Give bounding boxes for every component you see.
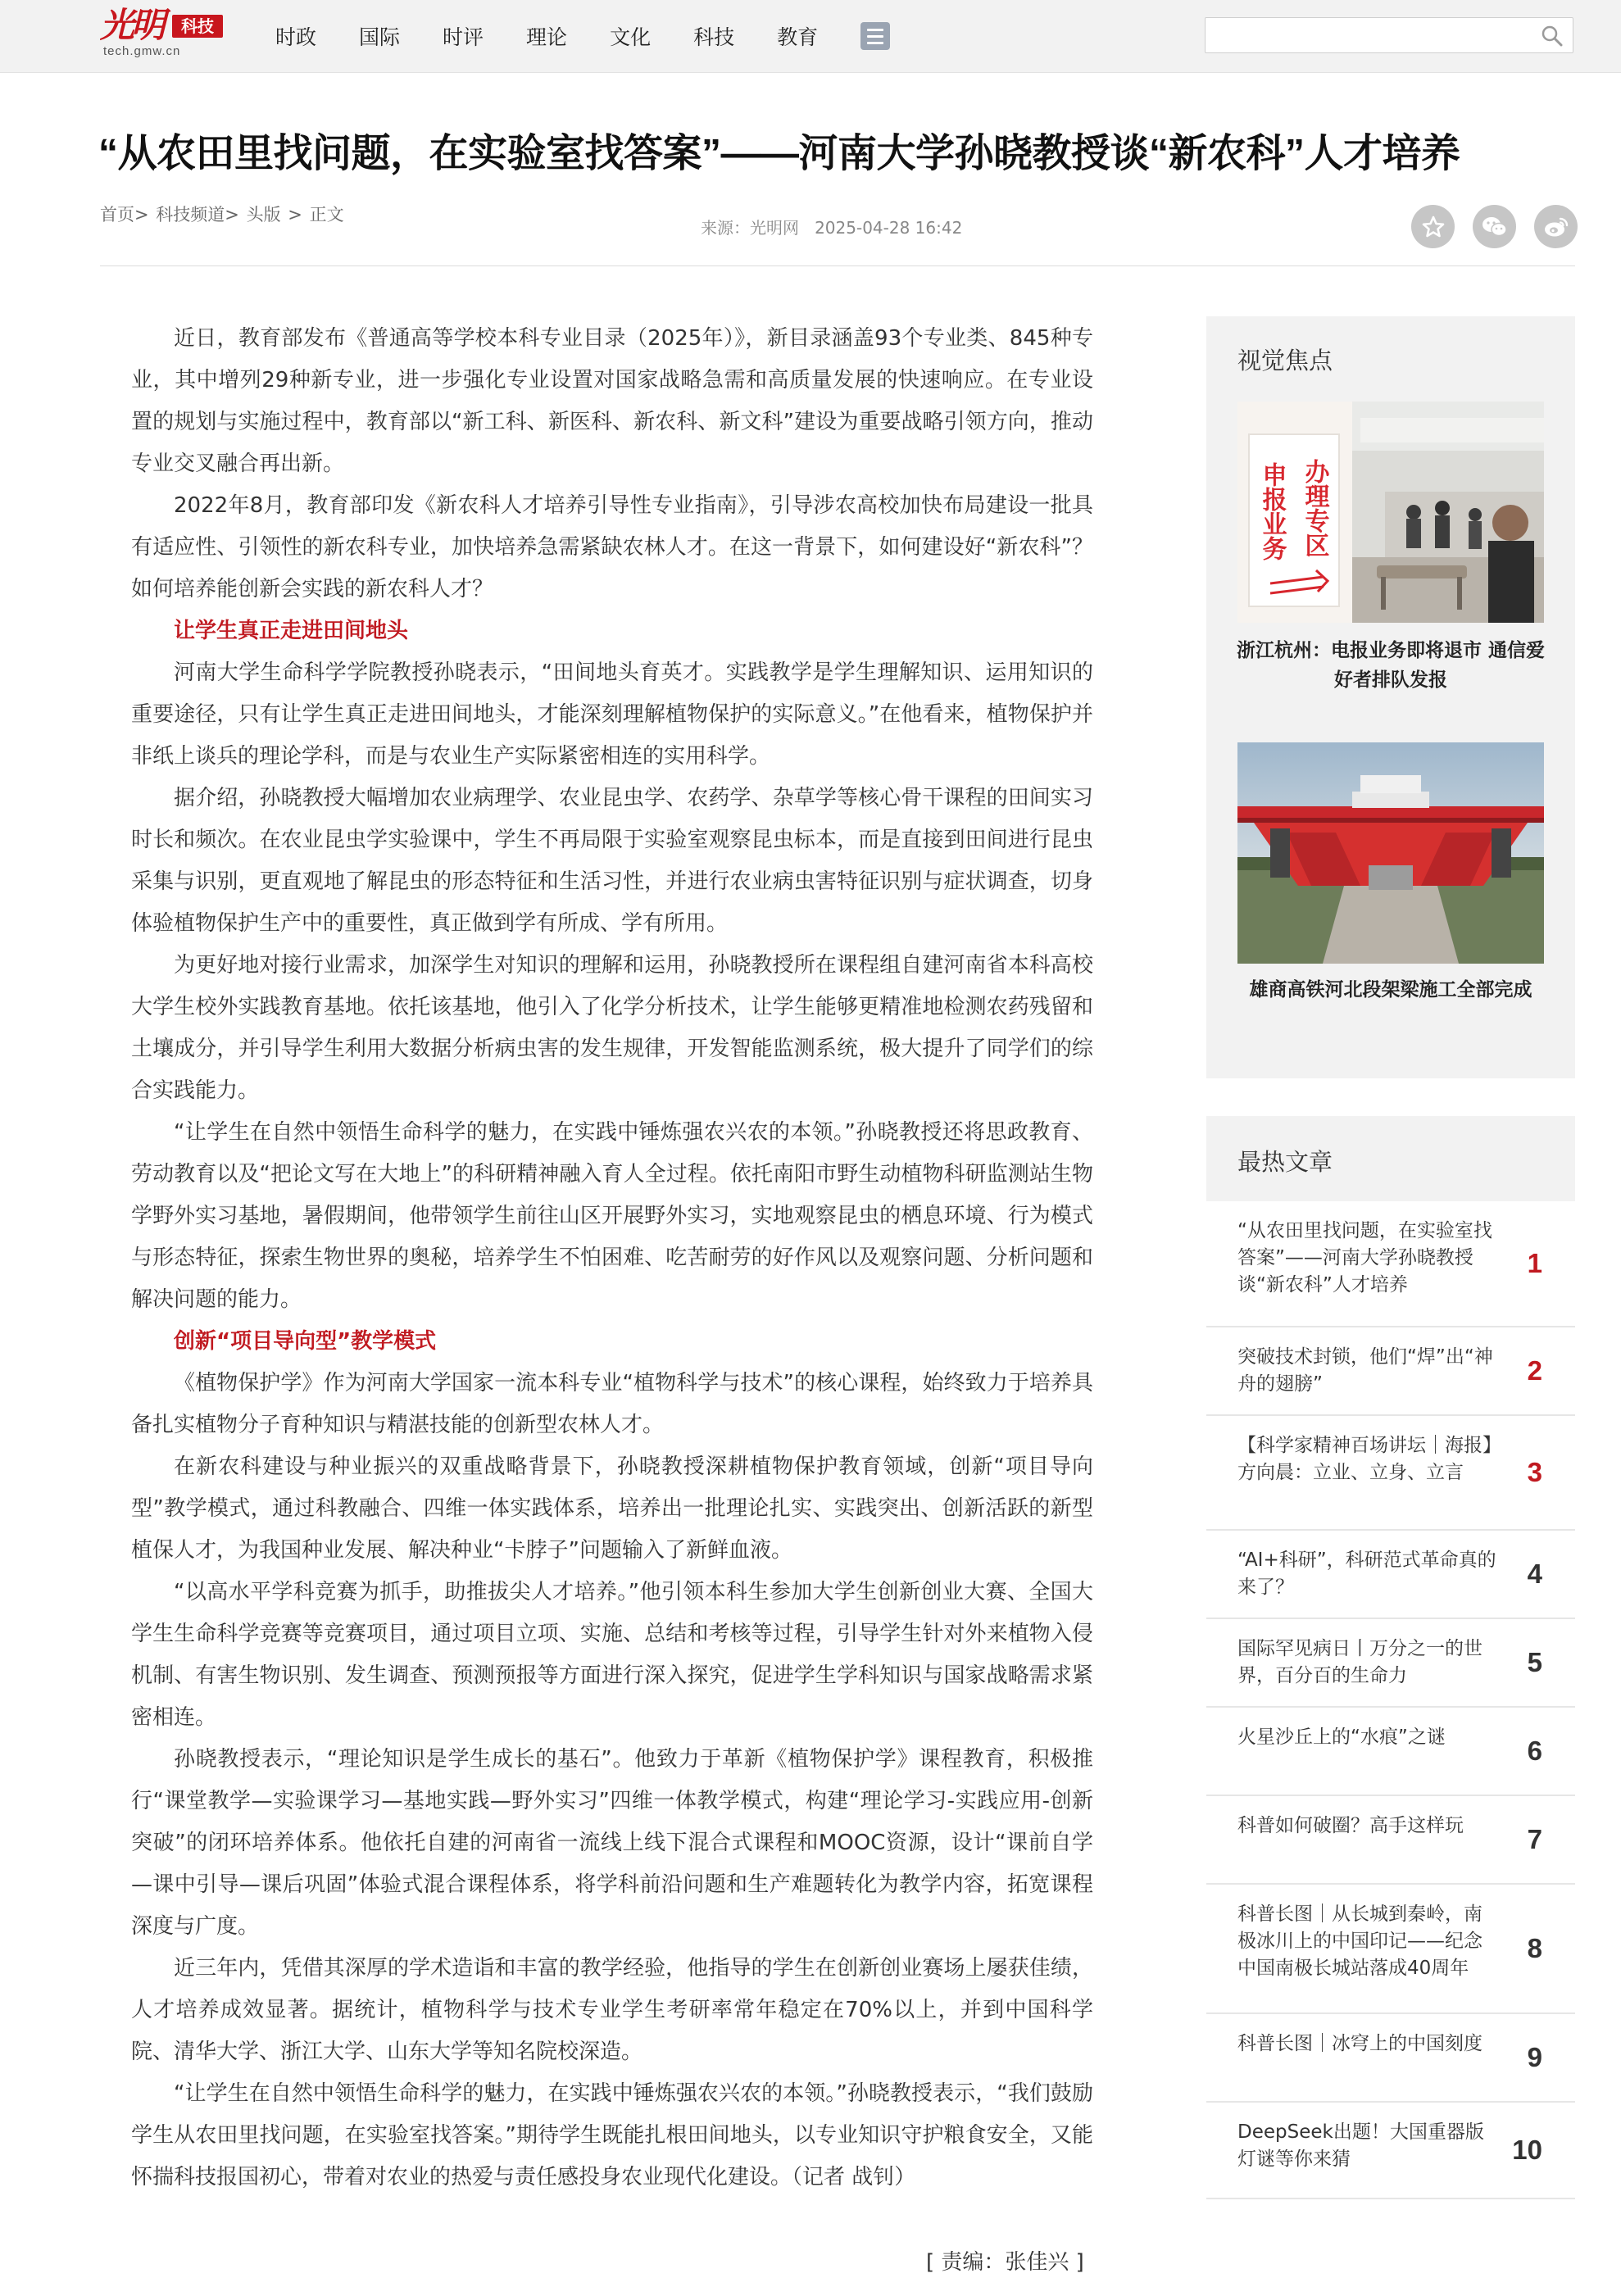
article-paragraph: 近三年内，凭借其深厚的学术造诣和丰富的教学经验，他指导的学生在创新创业赛场上屡获佳绩，人才培养成效显著。据统计，植物科学与技术专业学生考研率常年稳定在70%以上，并到中国科学院、清华大学、浙江大学、山东大学等知名院校深造。	[131, 1956, 1093, 2064]
gmw-logo[interactable]	[100, 5, 231, 62]
sign-text-left: 申报业务	[1257, 462, 1287, 560]
hot-article-item[interactable]	[1206, 1619, 1575, 1708]
weibo-share-button[interactable]	[1534, 205, 1578, 248]
hot-article-title[interactable]: 突破技术封锁，他们“焊”出“神舟的翅膀”	[1237, 1346, 1493, 1395]
hot-article-item[interactable]	[1206, 2014, 1575, 2103]
logo-badge: 科技	[172, 15, 223, 38]
logo-domain: tech.gmw.cn	[103, 44, 181, 58]
visual-focus-title: 视觉焦点	[1237, 347, 1333, 374]
hot-article-title[interactable]: 火星沙丘上的“水痕”之谜	[1237, 1727, 1446, 1748]
search-box	[1205, 17, 1573, 53]
star-icon	[1421, 215, 1446, 239]
telegraph-office-photo	[1237, 402, 1544, 623]
article-subheading: 创新“项目导向型”教学模式	[174, 1329, 437, 1354]
hot-article-title[interactable]: 国际罕见病日丨万分之一的世界，百分百的生命力	[1237, 1638, 1483, 1686]
hot-articles-panel	[1206, 1116, 1575, 2203]
hot-articles-title: 最热文章	[1237, 1148, 1333, 1176]
article-paragraph: 2022年8月，教育部印发《新农科人才培养引导性专业指南》，引导涉农高校加快布局建设一批具有适应性、引领性的新农科专业，加快培养急需紧缺农林人才。在这一背景下，如何建设好“新农科”？如何培养能创新会实践的新农科人才？	[131, 493, 1093, 601]
hot-article-rank: 4	[1527, 1559, 1542, 1589]
hot-article-rank: 2	[1527, 1355, 1542, 1386]
logo-script: 光明	[100, 5, 163, 45]
nav-item-jiaoyu[interactable]: 教育	[777, 25, 819, 49]
hot-article-rank: 7	[1527, 1824, 1542, 1854]
focus-image-telegraph[interactable]	[1237, 402, 1544, 623]
breadcrumb-current: 正文	[309, 205, 344, 225]
article-paragraph: 孙晓教授表示，“理论知识是学生成长的基石”。他致力于革新《植物保护学》课程教育，积极推行“课堂教学—实验课学习—基地实践—野外实习”四维一体教学模式，构建“理论学习-实践应用-创新突破”的闭环培养体系。他依托自建的河南省一流线上线下混合式课程和MOOC资源，设计“课前自学—课中引导—课后巩固”体验式混合课程体系，将学科前沿问题和生产难题转化为教学内容，拓宽课程深度与广度。	[131, 1747, 1093, 1939]
article-title: “从农田里找问题，在实验室找答案”——河南大学孙晓教授谈“新农科”人才培养	[98, 132, 1460, 175]
article-paragraph: 河南大学生命科学学院教授孙晓表示，“田间地头育英才。实践教学是学生理解知识、运用知识的重要途径，只有让学生真正走进田间地头，才能深刻理解植物保护的实际意义。”在他看来，植物保护并非纸上谈兵的理论学科，而是与农业生产实际紧密相连的实用科学。	[131, 660, 1093, 769]
nav-item-lilun[interactable]: 理论	[526, 25, 568, 49]
hot-article-title[interactable]: “AI+科研”，科研范式革命真的来了？	[1237, 1550, 1496, 1598]
hot-article-title[interactable]: 科普长图｜从长城到秦岭，南极冰川上的中国印记——纪念中国南极长城站落成40周年	[1237, 1904, 1483, 1979]
nav-item-shiping[interactable]: 时评	[443, 25, 484, 49]
hot-article-item[interactable]	[1206, 1416, 1575, 1531]
hot-article-item[interactable]	[1206, 2103, 1575, 2199]
hot-articles-list	[1206, 1201, 1575, 2199]
hot-article-item[interactable]	[1206, 1531, 1575, 1619]
article-paragraph: 据介绍，孙晓教授大幅增加农业病理学、农业昆虫学、农药学、杂草学等核心骨干课程的田间实习时长和频次。在农业昆虫学实验课中，学生不再局限于实验室观察昆虫标本，而是直接到田间进行昆虫采集与识别，更直观地了解昆虫的形态特征和生活习性，并进行农业病虫害特征识别与症状调查，切身体验植物保护生产中的重要性，真正做到学有所成、学有所用。	[131, 786, 1093, 936]
hot-article-title[interactable]: “从农田里找问题，在实验室找答案”——河南大学孙晓教授谈“新农科”人才培养	[1237, 1220, 1492, 1295]
wechat-share-button[interactable]	[1473, 205, 1516, 248]
hot-article-rank: 8	[1527, 1933, 1542, 1963]
hot-articles-header	[1206, 1116, 1575, 1201]
hot-article-title[interactable]: 科普如何破圈？高手这样玩	[1237, 1815, 1464, 1836]
hot-article-rank: 3	[1527, 1457, 1542, 1487]
nav-item-guoji[interactable]: 国际	[359, 25, 401, 49]
breadcrumb-sep: >	[288, 205, 302, 225]
article-paragraph: “以高水平学科竞赛为抓手，助推拔尖人才培养。”他引领本科生参加大学生创新创业大赛、全国大学生生命科学竞赛等竞赛项目，通过项目立项、实施、总结和考核等过程，引导学生针对外来植物入侵机制、有害生物识别、发生调查、预测预报等方面进行深入探究，促进学生学科知识与国家战略需求紧密相连。	[131, 1580, 1093, 1730]
breadcrumb-home[interactable]: 首页>	[100, 205, 149, 225]
article-paragraph: 为更好地对接行业需求，加深学生对知识的理解和运用，孙晓教授所在课程组自建河南省本科高校大学生校外实践教育基地。依托该基地，他引入了化学分析技术，让学生能够更精准地检测农药残留和土壤成分，并引导学生利用大数据分析病虫害的发生规律，开发智能监测系统，极大提升了同学们的综合实践能力。	[131, 953, 1093, 1103]
hot-article-item[interactable]	[1206, 1796, 1575, 1885]
main-nav	[275, 0, 890, 72]
hot-article-item[interactable]	[1206, 1327, 1575, 1416]
breadcrumb	[100, 202, 346, 226]
focus-caption-railway[interactable]: 雄商高铁河北段架梁施工全部完成	[1249, 979, 1532, 1001]
search-icon[interactable]	[1540, 24, 1564, 48]
top-bar	[0, 0, 1621, 73]
hot-article-rank: 5	[1527, 1647, 1542, 1677]
hot-article-rank: 1	[1527, 1248, 1542, 1278]
focus-caption-telegraph[interactable]: 浙江杭州：电报业务即将退市 通信爱好者排队发报	[1236, 640, 1545, 691]
article-source	[701, 215, 962, 238]
article-body	[131, 318, 1093, 2198]
article-paragraph: 在新农科建设与种业振兴的双重战略背景下，孙晓教授深耕植物保护教育领域，创新“项目导向型”教学模式，通过科教融合、四维一体实践体系，培养出一批理论扎实、实践突出、创新活跃的新型植保人才，为我国种业发展、解决种业“卡脖子”问题输入了新鲜血液。	[131, 1454, 1093, 1563]
railway-bridge-photo	[1237, 742, 1544, 964]
article-paragraph: “让学生在自然中领悟生命科学的魅力，在实践中锤炼强农兴农的本领。”孙晓教授还将思政教育、劳动教育以及“把论文写在大地上”的科研精神融入育人全过程。依托南阳市野生动植物科研监测站生物学野外实习基地，暑假期间，他带领学生前往山区开展野外实习，实地观察昆虫的栖息环境、行为模式与形态特征，探索生物世界的奥秘，培养学生不怕困难、吃苦耐劳的好作风以及观察问题、分析问题和解决问题的能力。	[131, 1120, 1093, 1312]
menu-icon[interactable]	[860, 22, 890, 50]
hot-article-title[interactable]: 【科学家精神百场讲坛｜海报】方向晨：立业、立身、立言	[1237, 1435, 1492, 1483]
focus-image-railway[interactable]	[1237, 742, 1544, 964]
wechat-icon	[1481, 215, 1509, 239]
hot-article-item[interactable]	[1206, 1201, 1575, 1327]
article-paragraph: “让学生在自然中领悟生命科学的魅力，在实践中锤炼强农兴农的本领。”孙晓教授表示，“我们鼓励学生从农田里找问题，在实验室找答案。”期待学生既能扎根田间地头，以专业知识守护粮食安全，又能怀揣科技报国初心，带着对农业的热爱与责任感投身农业现代化建设。（记者 战钊）	[131, 2081, 1093, 2189]
article-paragraph: 近日，教育部发布《普通高等学校本科专业目录（2025年）》，新目录涵盖93个专业类、845种专业，其中增列29种新专业，进一步强化专业设置对国家战略急需和高质量发展的快速响应。在专业设置的规划与实施过程中，教育部以“新工科、新医科、新农科、新文科”建设为重要战略引领方向，推动专业交叉融合再出新。	[131, 326, 1093, 476]
search-input[interactable]	[1214, 23, 1512, 49]
title-divider	[100, 265, 1575, 266]
hot-article-item[interactable]	[1206, 1708, 1575, 1796]
article-subheading: 让学生真正走进田间地头	[174, 619, 409, 643]
hot-article-title[interactable]: 科普长图｜冰穹上的中国刻度	[1237, 2033, 1483, 2054]
visual-focus-panel	[1206, 316, 1575, 1078]
publish-date: 2025-04-28 16:42	[815, 218, 963, 238]
sign-text-right: 办理专区	[1300, 459, 1329, 557]
hot-article-item[interactable]	[1206, 1885, 1575, 2014]
weibo-icon	[1542, 215, 1570, 239]
hot-article-title[interactable]: DeepSeek出题！大国重器版灯谜等你来猜	[1237, 2121, 1484, 2170]
article-paragraph: 《植物保护学》作为河南大学国家一流本科专业“植物科学与技术”的核心课程，始终致力于培养具备扎实植物分子育种知识与精湛技能的创新型农林人才。	[131, 1371, 1093, 1437]
hot-article-rank: 9	[1527, 2042, 1542, 2072]
nav-item-shizheng[interactable]: 时政	[275, 25, 317, 49]
nav-item-keji[interactable]: 科技	[693, 25, 735, 49]
share-bar	[1411, 205, 1578, 248]
source-label: 来源：光明网	[701, 218, 799, 238]
breadcrumb-channel[interactable]: 科技频道>	[156, 205, 239, 225]
hot-article-rank: 6	[1527, 1736, 1542, 1766]
favorite-button[interactable]	[1411, 205, 1455, 248]
breadcrumb-front[interactable]: 头版	[246, 205, 281, 225]
hot-article-rank: 10	[1512, 2135, 1542, 2165]
nav-item-wenhua[interactable]: 文化	[610, 25, 652, 49]
editor-credit: [ 责编：张佳兴 ]	[926, 2250, 1084, 2275]
